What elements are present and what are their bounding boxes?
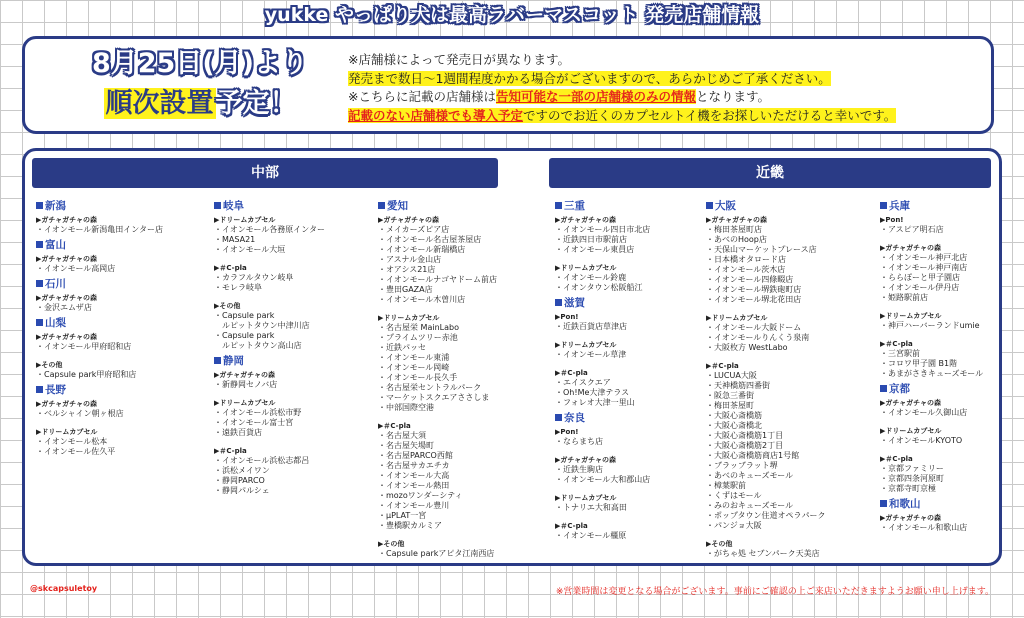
notice-line-1: ※店舗様によって発売日が異なります。 xyxy=(348,52,570,67)
store-item: ・イオンモール鈴鹿 xyxy=(555,273,627,282)
prefecture-name: 三重 xyxy=(564,200,585,212)
store-item: ・イオンモール堺北花田店 xyxy=(706,295,802,304)
square-bullet-icon xyxy=(378,202,385,209)
store-category: ▶ドリームカプセル xyxy=(555,494,617,502)
store-item: ・アスナル金山店 xyxy=(378,255,442,264)
spacer xyxy=(555,485,650,491)
store-item: ・豊田GAZA店 xyxy=(378,285,433,294)
store-column-1 xyxy=(36,200,163,457)
spacer xyxy=(880,331,983,337)
store-category: ▶その他 xyxy=(36,361,63,369)
spacer xyxy=(36,352,163,358)
store-item: ・豊橋駅カルミア xyxy=(378,521,442,530)
store-item: ・遠鉄百貨店 xyxy=(214,428,262,437)
spacer xyxy=(706,305,825,311)
store-item: ・神戸ハーバーランドumie xyxy=(880,321,980,330)
store-item: ・名古屋栄セントラルパーク xyxy=(378,383,482,392)
store-item: ・みのおキューズモール xyxy=(706,501,794,510)
store-category: ▶ガチャガチャの森 xyxy=(555,456,616,464)
store-item: ・大阪心斎橋筋商店1号館 xyxy=(706,451,800,460)
square-bullet-icon xyxy=(880,202,887,209)
prefecture-heading xyxy=(36,200,163,213)
store-category: ▶ガチャガチャの森 xyxy=(36,216,97,224)
spacer xyxy=(214,390,325,396)
store-item: ・イオンモール豊川 xyxy=(378,501,450,510)
store-item: ・イオンモール神戸南店 xyxy=(880,263,968,272)
store-category: ▶ドリームカプセル xyxy=(555,264,617,272)
store-item: ・メイカーズピア店 xyxy=(378,225,450,234)
release-plan-highlight: 順次設置 xyxy=(105,88,214,119)
square-bullet-icon xyxy=(36,386,43,393)
store-item: ・イオンモール名古屋茶屋店 xyxy=(378,235,482,244)
store-category: ▶ガチャガチャの森 xyxy=(880,244,941,252)
store-column-2 xyxy=(214,200,325,496)
store-item: ・ベルシャイン朝ヶ根店 xyxy=(36,409,124,418)
store-category: ▶Pon! xyxy=(555,428,579,436)
store-category: ▶Pon! xyxy=(880,216,904,224)
store-item: ・イオンモール熱田 xyxy=(378,481,450,490)
prefecture-heading xyxy=(36,239,163,252)
spacer xyxy=(555,447,650,453)
notice-line-4-b: ですのでお近くのカプセルトイ機をお探しいただけると幸いです。 xyxy=(523,107,897,123)
spacer xyxy=(214,255,325,261)
store-item: ・Capsule parkアピタ江南西店 xyxy=(378,549,495,558)
square-bullet-icon xyxy=(555,414,562,421)
store-category: ▶ドリームカプセル xyxy=(706,314,768,322)
store-item: ・がちゃ処 セブンパーク天美店 xyxy=(706,549,820,558)
spacer xyxy=(880,303,983,309)
store-item: ・Capsule park甲府昭和店 xyxy=(36,370,137,379)
prefecture-name: 兵庫 xyxy=(889,200,910,212)
store-category: ▶ガチャガチャの森 xyxy=(36,333,97,341)
spacer xyxy=(555,332,650,338)
store-item: ・プライムツリー赤池 xyxy=(378,333,458,342)
store-item: ・オアシス21店 xyxy=(378,265,436,274)
store-item: ・エイスクエア xyxy=(555,378,611,387)
store-item: ・イオンモール新瑞橋店 xyxy=(378,245,466,254)
store-item: ・イオンモール伊丹店 xyxy=(880,283,960,292)
store-item: ・カラフルタウン岐阜 xyxy=(214,273,294,282)
store-item: ・イオンモール大和郡山店 xyxy=(555,475,651,484)
spacer xyxy=(706,353,825,359)
notice-line-3-b: 告知可能な一部の店舗様のみの情報 xyxy=(495,89,696,104)
store-item: ・あまがさきキューズモール xyxy=(880,369,984,378)
prefecture-heading xyxy=(36,384,163,397)
store-category: ▶ガチャガチャの森 xyxy=(214,371,275,379)
store-category: ▶ガチャガチャの森 xyxy=(36,400,97,408)
store-category: ▶ドリームカプセル xyxy=(880,427,942,435)
store-item: ・大阪枚方 WestLabo xyxy=(706,343,788,352)
prefecture-heading xyxy=(36,317,163,330)
spacer xyxy=(378,305,497,311)
store-category: ▶ガチャガチャの森 xyxy=(880,399,941,407)
prefecture-heading xyxy=(555,412,650,425)
region-header-chubu: 中部 xyxy=(32,158,498,188)
prefecture-name: 京都 xyxy=(889,383,910,395)
spacer xyxy=(555,360,650,366)
store-item: ・イオンモール浜松志都呂 xyxy=(214,456,310,465)
notice-text xyxy=(348,51,988,125)
prefecture-name: 長野 xyxy=(45,384,66,396)
store-item: ・中部国際空港 xyxy=(378,403,434,412)
store-item: ・大阪心斎橋筋1丁目 xyxy=(706,431,784,440)
store-list-box xyxy=(22,148,1002,566)
store-item: ・マーケットスクエアささしま xyxy=(378,393,490,402)
store-item: ・イオンモール四條畷店 xyxy=(706,275,794,284)
store-item: ・イオンモール甲府昭和店 xyxy=(36,342,132,351)
store-item: ・ブラッブラット堺 xyxy=(706,461,778,470)
store-item: ・イオンモール茨木店 xyxy=(706,265,786,274)
store-item: ・姫路駅前店 xyxy=(880,293,928,302)
spacer xyxy=(555,513,650,519)
notice-line-4 xyxy=(348,107,988,126)
prefecture-name: 山梨 xyxy=(45,317,66,329)
store-item: ・µPLAT一宮 xyxy=(378,511,427,520)
store-item: ・モレラ岐阜 xyxy=(214,283,262,292)
spacer xyxy=(706,531,825,537)
store-item: ・金沢エムザ店 xyxy=(36,303,92,312)
store-item: ・イオンモール大垣 xyxy=(214,245,286,254)
store-item: ・イオンタウン松阪船江 xyxy=(555,283,643,292)
store-category: ▶＃C-pla xyxy=(378,422,411,430)
store-item: ・くずはモール xyxy=(706,491,762,500)
store-item: ・静岡PARCO xyxy=(214,476,265,485)
store-category: ▶ガチャガチャの森 xyxy=(555,216,616,224)
store-item: ・近鉄四日市駅前店 xyxy=(555,235,627,244)
prefecture-name: 石川 xyxy=(45,278,66,290)
notice-line-4-a: 記載のない店舗様でも導入予定 xyxy=(348,107,524,123)
store-item: ・ポップタウン住道オペラパーク xyxy=(706,511,826,520)
square-bullet-icon xyxy=(36,241,43,248)
prefecture-heading xyxy=(706,200,825,213)
square-bullet-icon xyxy=(36,280,43,287)
square-bullet-icon xyxy=(214,357,221,364)
store-item: ・イオンモールナゴヤドーム前店 xyxy=(378,275,497,284)
release-plan-suffix: 予定！ xyxy=(215,88,297,119)
prefecture-name: 滋賀 xyxy=(564,297,585,309)
prefecture-heading xyxy=(36,278,163,291)
store-column-4 xyxy=(555,200,650,541)
prefecture-heading xyxy=(880,498,983,511)
store-item: ・イオンモールりんくう泉南 xyxy=(706,333,810,342)
store-item: ・イオンモール各務原インター xyxy=(214,225,325,234)
prefecture-heading xyxy=(555,297,650,310)
store-item: ・イオンモール富士宮 xyxy=(214,418,294,427)
store-category: ▶その他 xyxy=(706,540,733,548)
store-item: ・あべのキューズモール xyxy=(706,471,794,480)
store-item: ・イオンモール東浦 xyxy=(378,353,450,362)
square-bullet-icon xyxy=(36,202,43,209)
page-title: yukke やっぱり犬は最高ラバーマスコット 発売店舗情報 xyxy=(264,4,760,26)
store-item: ・あべのHoop店 xyxy=(706,235,767,244)
notice-line-3-a: ※こちらに記載の店舗様は xyxy=(348,89,496,104)
store-item: ・ららぽーと甲子園店 xyxy=(880,273,960,282)
region-header-kinki: 近畿 xyxy=(549,158,991,188)
store-item: ・名古屋栄 MainLabo xyxy=(378,323,459,332)
store-item: ・イオンモール神戸北店 xyxy=(880,253,968,262)
square-bullet-icon xyxy=(706,202,713,209)
store-item: ルピットタウン高山店 xyxy=(214,341,302,350)
store-item: ・天保山マーケットプレース店 xyxy=(706,245,817,254)
store-item: ・新静岡セノバ店 xyxy=(214,380,278,389)
store-column-5 xyxy=(706,200,825,559)
store-item: ・梅田茶屋町店 xyxy=(706,225,762,234)
spacer xyxy=(214,438,325,444)
store-item: ・パンジョ大阪 xyxy=(706,521,762,530)
store-item: ・イオンモール堺鉄砲町店 xyxy=(706,285,802,294)
store-item: ・フォレオ大津一里山 xyxy=(555,398,635,407)
prefecture-name: 奈良 xyxy=(564,412,585,424)
prefecture-name: 大阪 xyxy=(715,200,736,212)
store-item: ・イオンモール長久手 xyxy=(378,373,458,382)
prefecture-heading xyxy=(214,200,325,213)
square-bullet-icon xyxy=(214,202,221,209)
prefecture-name: 新潟 xyxy=(45,200,66,212)
spacer xyxy=(378,413,497,419)
spacer xyxy=(880,418,983,424)
store-item: ・名古屋大須 xyxy=(378,431,426,440)
store-category: ▶ドリームカプセル xyxy=(214,216,276,224)
store-item: ・三宮駅前 xyxy=(880,349,920,358)
store-item: ・天神橋筋四番街 xyxy=(706,381,770,390)
store-item: ・MASA21 xyxy=(214,235,256,244)
prefecture-heading xyxy=(214,355,325,368)
store-item: ・イオンモール松本 xyxy=(36,437,108,446)
store-item: ルピットタウン中津川店 xyxy=(214,321,310,330)
store-item: ・イオンモール東員店 xyxy=(555,245,635,254)
spacer xyxy=(378,531,497,537)
square-bullet-icon xyxy=(555,299,562,306)
store-category: ▶＃C-pla xyxy=(214,264,247,272)
store-item: ・イオンモール木曽川店 xyxy=(378,295,466,304)
store-category: ▶＃C-pla xyxy=(880,340,913,348)
store-category: ▶その他 xyxy=(214,302,241,310)
store-item: ・トナリエ大和高田 xyxy=(555,503,627,512)
store-column-6 xyxy=(880,200,983,533)
store-column-3 xyxy=(378,200,497,559)
social-handle: @skcapsuletoy xyxy=(30,584,98,593)
store-item: ・イオンモール久御山店 xyxy=(880,408,968,417)
store-item: ・名古屋矢場町 xyxy=(378,441,434,450)
store-item: ・イオンモール新潟亀田インター店 xyxy=(36,225,163,234)
store-item: ・mozoワンダーシティ xyxy=(378,491,463,500)
store-category: ▶＃C-pla xyxy=(555,522,588,530)
store-category: ▶ドリームカプセル xyxy=(214,399,276,407)
release-plan xyxy=(75,85,325,123)
store-item: ・イオンモール大高 xyxy=(378,471,450,480)
store-item: ・静岡パルシェ xyxy=(214,486,270,495)
store-category: ▶＃C-pla xyxy=(555,369,588,377)
store-category: ▶ガチャガチャの森 xyxy=(706,216,767,224)
store-item: ・日本橋オタロード店 xyxy=(706,255,786,264)
prefecture-name: 岐阜 xyxy=(223,200,244,212)
prefecture-name: 富山 xyxy=(45,239,66,251)
store-item: ・京都ファミリー xyxy=(880,464,944,473)
store-item: ・アスピア明石店 xyxy=(880,225,944,234)
prefecture-heading xyxy=(555,200,650,213)
store-item: ・近鉄生駒店 xyxy=(555,465,603,474)
store-item: ・Capsule park xyxy=(214,331,275,340)
prefecture-heading xyxy=(378,200,497,213)
store-item: ・イオンモール四日市北店 xyxy=(555,225,651,234)
store-item: ・梅田茶屋町 xyxy=(706,401,754,410)
store-item: ・阪急三番街 xyxy=(706,391,754,400)
prefecture-name: 愛知 xyxy=(387,200,408,212)
store-item: ・LUCUA大阪 xyxy=(706,371,757,380)
store-category: ▶ドリームカプセル xyxy=(555,341,617,349)
square-bullet-icon xyxy=(555,202,562,209)
spacer xyxy=(36,419,163,425)
notice-line-3-c: となります。 xyxy=(696,89,771,104)
notice-line-3 xyxy=(348,88,988,107)
store-category: ▶＃C-pla xyxy=(214,447,247,455)
square-bullet-icon xyxy=(36,319,43,326)
store-item: ・イオンモール浜松市野 xyxy=(214,408,302,417)
square-bullet-icon xyxy=(880,500,887,507)
store-category: ▶ガチャガチャの森 xyxy=(880,514,941,522)
notice-box xyxy=(22,36,994,134)
store-item: ・イオンモール草津 xyxy=(555,350,627,359)
store-item: ・樟葉駅前 xyxy=(706,481,746,490)
store-item: ・京都寺町京極 xyxy=(880,484,936,493)
store-category: ▶＃C-pla xyxy=(706,362,739,370)
footer-note: ※営業時間は変更となる場合がございます。事前にご確認の上ご来店いただきますようお願い申し上げます。 xyxy=(555,587,994,597)
store-item: ・Oh!Me大津テラス xyxy=(555,388,630,397)
store-category: ▶ガチャガチャの森 xyxy=(36,255,97,263)
prefecture-name: 静岡 xyxy=(223,355,244,367)
store-item: ・近鉄百貨店草津店 xyxy=(555,322,627,331)
store-item: ・大阪心斎橋筋2丁目 xyxy=(706,441,784,450)
store-item: ・イオンモール佐久平 xyxy=(36,447,116,456)
release-date: 8月25日(月)より xyxy=(91,48,309,79)
store-category: ▶＃C-pla xyxy=(880,455,913,463)
store-item: ・イオンモール大阪ドーム xyxy=(706,323,802,332)
prefecture-heading xyxy=(880,383,983,396)
store-category: ▶ドリームカプセル xyxy=(36,428,98,436)
store-item: ・名古屋サカエチカ xyxy=(378,461,450,470)
store-item: ・京都四条河原町 xyxy=(880,474,944,483)
store-item: ・近鉄パッセ xyxy=(378,343,426,352)
square-bullet-icon xyxy=(880,385,887,392)
store-item: ・イオンモール岡崎 xyxy=(378,363,450,372)
notice-line-2-text: 発売まで数日～1週間程度かかる場合がございますので、あらかじめご了承ください。 xyxy=(348,70,831,86)
store-item: ・浜松メイワン xyxy=(214,466,270,475)
store-category: ▶ガチャガチャの森 xyxy=(36,294,97,302)
store-item: ・Capsule park xyxy=(214,311,275,320)
store-item: ・大阪心斎橋筋 xyxy=(706,411,762,420)
store-category: ▶Pon! xyxy=(555,313,579,321)
store-item: ・イオンモールKYOTO xyxy=(880,436,963,445)
store-category: ▶その他 xyxy=(378,540,405,548)
notice-line-2 xyxy=(348,70,988,89)
store-item: ・コロワ甲子園 B1階 xyxy=(880,359,958,368)
store-item: ・ならまち店 xyxy=(555,437,603,446)
store-item: ・大阪心斎橋北 xyxy=(706,421,762,430)
store-item: ・名古屋PARCO西館 xyxy=(378,451,453,460)
store-category: ▶ドリームカプセル xyxy=(378,314,440,322)
store-item: ・イオンモール高岡店 xyxy=(36,264,116,273)
store-category: ▶ガチャガチャの森 xyxy=(378,216,439,224)
prefecture-name: 和歌山 xyxy=(889,498,921,510)
prefecture-heading xyxy=(880,200,983,213)
store-item: ・イオンモール橿原 xyxy=(555,531,627,540)
spacer xyxy=(880,235,983,241)
spacer xyxy=(555,255,650,261)
store-item: ・イオンモール和歌山店 xyxy=(880,523,968,532)
spacer xyxy=(214,293,325,299)
store-category: ▶ドリームカプセル xyxy=(880,312,942,320)
spacer xyxy=(880,446,983,452)
